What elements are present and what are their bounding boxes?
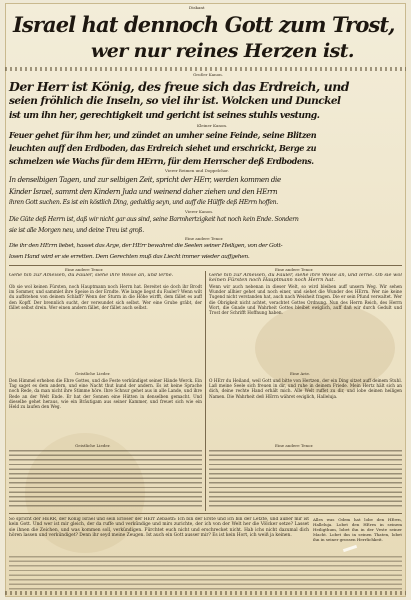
column-sublabel: Geistliche Lieder. — [75, 443, 111, 448]
verse-2-line-2: leuchten auff den Erdboden, das Erdreich siehet und erschrickt, Berge zu — [9, 143, 317, 153]
verse-4-line-1: Die Güte deß Herrn ist, daß wir nicht gar aus sind, seine Barmhertzigkeit hat noch kein Ende. Sondern — [9, 216, 299, 223]
verse-3-line-2: Kinder Israel, sammt den Kindern Juda und weinend daher ziehen und den HErrn — [9, 187, 278, 196]
column-label: Eine andere Tenor. — [275, 267, 314, 272]
column-divider — [205, 271, 206, 511]
verse-4-line-2: sie ist alle Morgen neu, und deine Treu ist groß. — [9, 227, 144, 234]
right-column-body-2: O HErr du Heiland, weil Gott und bitte von Hertzen, der ein Ding sitzet auff deinem Stuhl. Laß meine Seele sich freuen in dir, und ruhe in deinem Friede. Mein Hertz hält sich an dich, deine rechte Hand erhält mich. Alle Welt ruffet zu dir, und lobe deinen heiligen Namen. Die Wahrheit deß HErrn währet ewiglich, Halleluja. — [209, 378, 402, 399]
left-column-body: Ob sie wol keinen Fürsten, noch Hauptmann noch Herrn hat. Bereitet sie doch ihr Brodt im Sommer, und sammlet ihre Speise in der Erndte. Wie lange liegst du Fauler? Wenn wilt du auffstehen von deinem Schlaff? Wenn der Sturm in die Höhe wirfft, dem fället es auff den Kopff. Der brennlich sucht, der verwundet sich selbst. Wer eine Grube gräbt, der fället selbst drein. Wer einen andern fället, der fället auch selbst. — [9, 284, 202, 310]
dense-text-block — [209, 450, 402, 510]
verse-label: Kleiner Kanon. — [197, 123, 228, 128]
dense-text-block — [9, 556, 402, 590]
left-column-head: Gehe hin zur Ameisen, du Fauler, siehe ihre Weise an, und lerne. — [9, 273, 174, 278]
verse-1-line-3: ist um ihn her, gerechtigkeit und gericht ist seines stuhls vestung. — [9, 110, 320, 121]
dense-text-block — [9, 450, 202, 510]
verse-1-line-1: Der Herr ist König, des freue sich das Erdreich, und — [9, 79, 350, 94]
divider — [9, 265, 402, 266]
verse-label: Vierer Kanon. — [185, 209, 214, 214]
broadsheet-page — [5, 3, 406, 597]
verse-label: Eine andere Tenor. — [185, 236, 224, 241]
verse-5-line-2: losen Hand wird er sie erretten. Dem Gerechten muß das Liecht immer wieder auffgehen. — [9, 254, 250, 260]
verse-label: Großer Kanon. — [193, 72, 223, 77]
column-sublabel: Geistliche Lieder. — [75, 371, 111, 376]
divider — [9, 513, 402, 514]
verse-1-line-2: seien fröhlich die Inseln, so viel ihr ist. Wolcken und Dunckel — [9, 95, 341, 107]
verse-2-line-1: Feuer gehet für ihm her, und zündet an umher seine Feinde, seine Blitzen — [9, 130, 317, 140]
column-label: Eine andere Tenor. — [65, 267, 104, 272]
bottom-right-body: Alles was Odem hat lobe den HErrn, Halleluja. Lobet den HErrn in seinem Heiligthum, lobet ihn in der Veste seiner Macht. Lobet ihn in seinen Thaten, lobet ihn in seiner grossen Herrlichkeit. — [313, 517, 402, 542]
column-sublabel: Eine andere Tenor. — [275, 443, 314, 448]
title-line-2: wer nur reines Herzen ist. — [91, 40, 354, 62]
verse-3-line-1: In denselbigen Tagen, und zur selbigen Zeit, spricht der HErr, werden kommen die — [9, 175, 281, 184]
verse-2-line-3: schmelzen wie Wachs für dem HErrn, für dem Herrscher deß Erdbodens. — [9, 156, 314, 166]
verse-5-line-1: Die ihr den HErrn liebet, hasset das Arge, der HErr bewahret die Seelen seiner Heiligen, von der Gott- — [9, 243, 283, 249]
voice-label: Diskant — [189, 5, 205, 10]
ornament-row — [5, 591, 406, 595]
verse-3-line-3: ihren Gott suchen. Es ist ein köstlich Ding, geduldig seyn, und auff die Hülffe deß HErrn hoffen. — [9, 199, 278, 206]
right-column-head: Gehe hin zur Ameisen, du Fauler, siehe ihre Weise an, und lerne. Ob sie wol keinen Fürsten noch Hauptmann noch Herrn hat. — [209, 273, 402, 283]
title-line-1: Israel hat dennoch Gott zum Trost, — [13, 12, 395, 37]
column-sublabel: Eine Arie. — [290, 371, 311, 376]
verse-label: Vierer Reimen und Doppelchor. — [165, 168, 229, 173]
right-column-body: Wenn wir auch nebenan in dieser Welt, so wird bleiben auff unsern Weg. Wir sehen Wunder allhier gehet und noch einer, und siehet die Wunder des HErrn. Wer nie keine Tugend nicht verstanden hat, auch nach Weisheit fragen. Die er sein Pfund verwaltet. Wer die Obrigkeit nicht achtet, verachtet Gottes Ordnung. Nun des Herrn Reich, des Herrn Wort, die Gnade und Wahrheit Gottes bleibet ewiglich, auff daß wir durch Gedult und Trost der Schrifft Hoffnung haben. — [209, 284, 402, 316]
bottom-body: So spricht der HERR, der König Israel und sein Erlöser der HErr Zebaoth: Ich bin der Erste und ich bin der Letzte, und außer mir ist kein Gott. Und wer ist mir gleich, der da ruffe und verkündige und mirs zurichte, der ich von der Welt her die Völcker setze? Lasset sie ihnen die Zeichen, und was kommen soll, verkündigen. Fürchtet euch nicht und erschrecket nicht. Hab ichs nicht dazumal dich hören lassen und verkündiget? Denn ihr seyd meine Zeugen. Ist auch ein Gott ausser mir? Es ist kein Hort, ich weiß ja keinen. — [9, 517, 309, 539]
ornament-row — [5, 67, 406, 71]
left-column-body-2: Den Himmel erheben die Ehre Gottes, und die Feste verkündiget seiner Hände Werck. Ein Tag saget es dem andern, und eine Nacht thut kund der andern. Es ist keine Sprache noch Rede, da man nicht ihre Stimme höre. Ihre Schnur gehet aus in alle Lande, und ihre Rede an der Welt Ende. Er hat der Sonnen eine Hütten in denselben gemacht. Und dieselbe gehet heraus, wie ein Bräutigam aus seiner Kammer, und freuet sich wie ein Held zu laufen den Weg. — [9, 378, 202, 410]
